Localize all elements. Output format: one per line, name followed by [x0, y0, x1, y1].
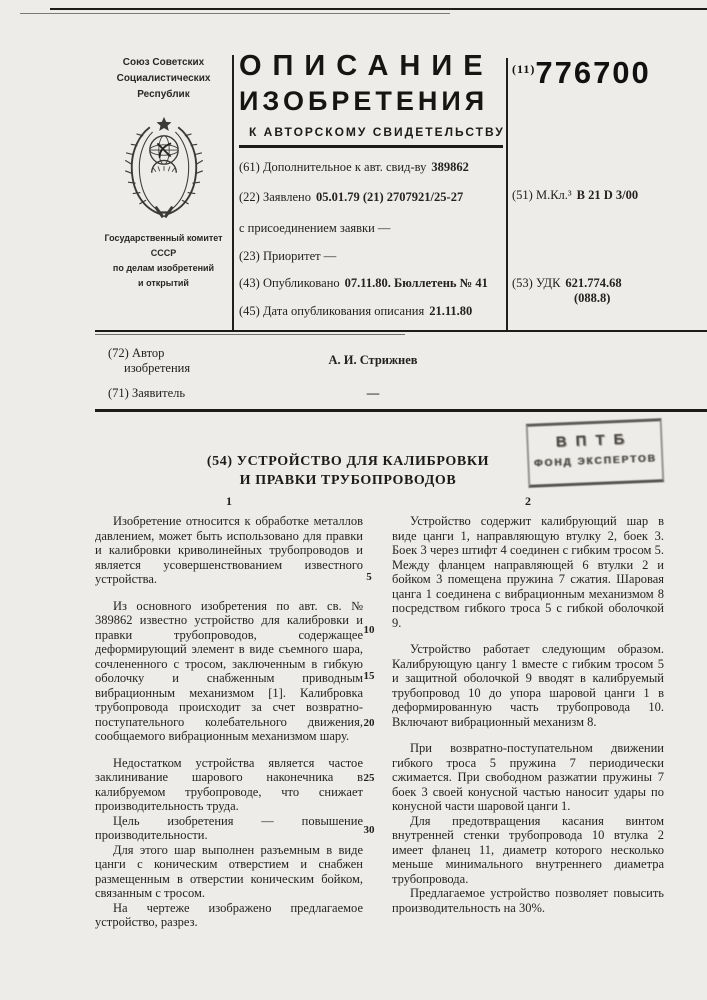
paragraph: Недостатком устройства является частое заклинивание шарового наконечника в калибруемом трубопроводе, что снижает производительность труда. — [95, 755, 363, 813]
committee-line: СССР — [150, 248, 177, 258]
paragraph: Устройство содержит калибрующий шар в виде цанги 1, направляющую втулку 2, боек 3. Боек 3 через штифт 4 соединен с гибким тросом 5. Между фланцем направляющей 6 втулки 2 и бойком 3 помещена пружина 7 сжатия. Шаровая цанга 1 соединена с вибрационным механизмом 8 посредством гибкого троса 5 с гибкой оболочкой 9. — [392, 514, 664, 630]
field-53-label: (53) УДК — [512, 276, 561, 290]
committee-line: Государственный комитет — [104, 233, 223, 243]
invention-title-line1: (54) УСТРОЙСТВО ДЛЯ КАЛИБРОВКИ — [206, 454, 490, 469]
publication-number-value: 776700 — [535, 55, 651, 90]
doc-subtitle: К АВТОРСКОМУ СВИДЕТЕЛЬСТВУ — [239, 125, 503, 148]
doc-title-line2: ИЗОБРЕТЕНИЯ — [239, 86, 489, 116]
column-1-number: 1 — [226, 494, 232, 508]
stamp-line2: ФОНД ЭКСПЕРТОВ — [533, 453, 658, 470]
applicant-value: — — [366, 386, 380, 400]
field-45 — [239, 304, 507, 319]
invention-title-line2: И ПРАВКИ ТРУБОПРОВОДОВ — [239, 473, 457, 488]
field-72-label-line2: изобретения — [124, 361, 191, 375]
field-43 — [239, 276, 507, 291]
field-43-label: (43) Опубликовано — [239, 276, 340, 290]
paragraph: Цель изобретения — повышение производительности. — [95, 813, 363, 842]
field-51 — [512, 188, 704, 203]
field-71-label: (71) Заявитель — [108, 386, 186, 400]
field-51-label: (51) М.Кл.³ — [512, 188, 572, 202]
field-61 — [239, 160, 507, 175]
field-join-application — [239, 221, 507, 236]
field-53-value: 621.774.68 — [565, 276, 622, 290]
union-name-line: Социалистических — [116, 73, 211, 84]
paragraph: На чертеже изображено предлагаемое устройство, разрез. — [95, 900, 363, 929]
field-45-label: (45) Дата опубликования описания — [239, 304, 425, 318]
ussr-coat-of-arms-icon — [116, 115, 212, 221]
doc-title-line1: ОПИСАНИЕ — [239, 50, 494, 82]
authors-rule — [95, 409, 707, 412]
document-heading — [239, 50, 503, 148]
line-number: 5 — [366, 571, 372, 583]
field-22 — [239, 190, 507, 205]
field-61-label: (61) Дополнительное к авт. свид-ву — [239, 160, 427, 174]
paragraph: Предлагаемое устройство позволяет повысить производительность на 30%. — [392, 886, 664, 915]
paragraph: Из основного изобретения по авт. св. № 389862 известно устройство для калибровки и правки трубопроводов, содержащее деформирующий элемент в виде съемного шара, сочлененного с тросом, заключенным в гибкую оболочку и снабженным приводным вибрационным механизмом [1]. Калибровка трубопровода происходит за счет возвратно-поступательного колебательного движения, сообщаемого вибрационным механизмом шару. — [95, 598, 363, 743]
field-61-value: 389862 — [431, 160, 469, 174]
top-rule-secondary — [20, 13, 450, 14]
line-number: 20 — [363, 717, 375, 729]
field-72-label-line1: (72) Автор — [108, 346, 165, 360]
column-2-number: 2 — [525, 494, 531, 508]
paragraph: Для этого шар выполнен разъемным в виде цанги с коническим отверстием и снабжен размещенным в отверстии коническим бойком, связанным с тросом. — [95, 842, 363, 900]
field-51-value: В 21 D 3/00 — [576, 188, 639, 202]
line-number: 30 — [363, 824, 375, 836]
field-45-value: 21.11.80 — [429, 304, 473, 318]
stamp-line1: ВПТБ — [555, 430, 634, 451]
publication-number-label: (11) — [512, 62, 536, 76]
header-rule-secondary — [95, 334, 405, 335]
paragraph: При возвратно-поступательном движении гибкого троса 5 пружина 7 периодически сжимается. При свободном разжатии пружины 7 боек 3 своей конусной частью наносит удары по конусной части шаровой цанги 1. — [392, 741, 664, 813]
field-23 — [239, 249, 507, 264]
paragraph: Изобретение относится к обработке металлов давлением, может быть использовано для правки и калибровки криволинейных трубопроводов и является усовершенствованием известного устройства. — [95, 514, 363, 586]
field-22-value: 05.01.79 (21) 2707921/25-27 — [315, 190, 464, 204]
union-name-line: Республик — [137, 89, 190, 100]
paragraph: Для предотвращения касания винтом внутренней стенки трубопровода 10 втулка 2 имеет фланец 11, диаметр которого несколько меньше минимального внутреннего диаметра трубопровода. — [392, 813, 664, 886]
field-53-value2: (088.8) — [574, 291, 611, 305]
right-text-column — [392, 514, 664, 915]
committee-line: по делам изобретений — [112, 263, 215, 273]
committee-line: и открытий — [138, 278, 189, 288]
line-number: 25 — [363, 772, 375, 784]
union-name-line: Союз Советских — [122, 57, 205, 68]
committee-block — [95, 231, 232, 291]
field-join-label: с присоединением заявки — — [239, 221, 391, 235]
field-22-label: (22) Заявлено — [239, 190, 311, 204]
author-name: А. И. Стрижнев — [328, 353, 418, 367]
paragraph: Устройство работает следующим образом. Калибрующую цангу 1 вместе с гибким тросом 5 и защитной оболочкой 9 вводят в калибруемый трубопровод 10 до упора шаровой цанги 1 в деформированную часть трубопровода 10. Включают вибрационный механизм 8. — [392, 642, 664, 729]
line-number: 10 — [363, 624, 375, 636]
field-23-label: (23) Приоритет — — [239, 249, 337, 263]
issuer-block — [95, 55, 232, 291]
field-53 — [512, 276, 704, 306]
invention-title — [160, 452, 536, 490]
line-number: 15 — [363, 670, 375, 682]
left-text-column — [95, 514, 363, 930]
top-rule — [50, 8, 707, 10]
header-rule — [95, 330, 707, 332]
publication-number — [512, 55, 651, 91]
field-43-value: 07.11.80. Бюллетень № 41 — [344, 276, 488, 290]
library-stamp — [526, 418, 665, 488]
vertical-divider-left — [232, 55, 234, 332]
